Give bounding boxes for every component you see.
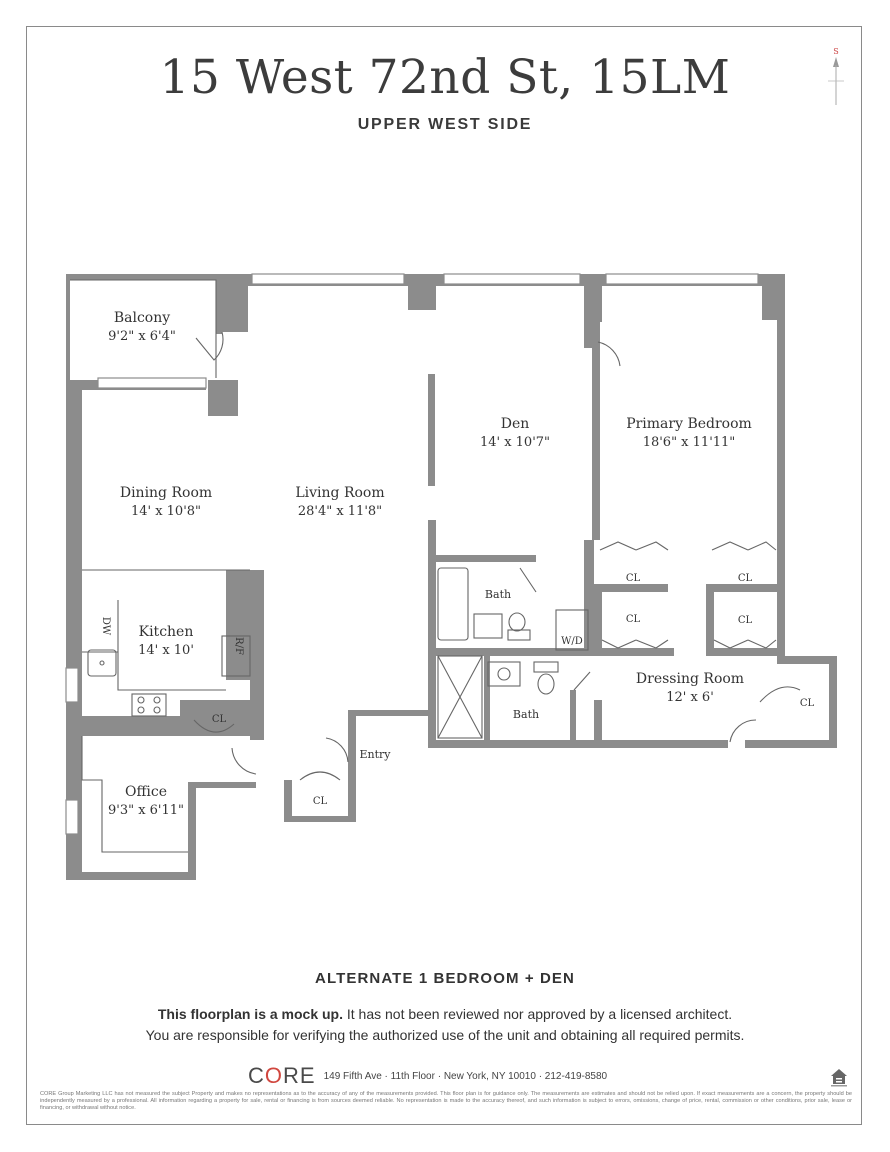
footer	[248, 1064, 607, 1088]
footer-address: 149 Fifth Ave · 11th Floor · New York, NY 10010 · 212-419-8580	[323, 1070, 608, 1082]
entry-label: Entry	[359, 748, 391, 761]
closet-label: CL	[799, 698, 815, 709]
bath-label-2: Bath	[512, 708, 540, 721]
den-dims: 14' x 10'7"	[479, 435, 551, 450]
office-dims: 9'3" x 6'11"	[107, 803, 185, 818]
washer-dryer-label: W/D	[561, 636, 583, 647]
neighborhood-subtitle: UPPER WEST SIDE	[357, 116, 533, 133]
den-name: Den	[500, 416, 530, 432]
core-logo: CORE	[248, 1063, 316, 1088]
unit-type: ALTERNATE 1 BEDROOM + DEN	[315, 970, 575, 987]
closet-label: CL	[737, 573, 753, 584]
closet-label: CL	[737, 615, 753, 626]
equal-housing-icon	[830, 1068, 848, 1088]
dining-name: Dining Room	[119, 485, 213, 501]
closet-label: CL	[312, 796, 328, 807]
walls	[66, 274, 837, 880]
disclaimer-line-1	[0, 1004, 890, 1025]
dressing-room-name: Dressing Room	[635, 671, 745, 687]
disclaimer	[0, 1004, 890, 1046]
primary-bedroom-name: Primary Bedroom	[626, 416, 752, 432]
windows	[66, 274, 758, 834]
dishwasher-label: DW	[100, 616, 111, 636]
balcony-name: Balcony	[113, 310, 171, 326]
dining-dims: 14' x 10'8"	[130, 504, 202, 519]
closet-label: CL	[625, 573, 641, 584]
listing-title: 15 West 72nd St, 15LM	[159, 50, 731, 105]
living-name: Living Room	[295, 485, 385, 501]
kitchen-dims: 14' x 10'	[138, 643, 194, 658]
closet-label: CL	[625, 614, 641, 625]
bath-label-1: Bath	[484, 588, 512, 601]
disclaimer-line-2: You are responsible for verifying the authorized use of the unit and obtaining all required permits.	[145, 1027, 745, 1043]
kitchen-name: Kitchen	[138, 624, 194, 640]
disclaimer-line-1-rest: It has not been reviewed nor approved by a licensed architect.	[343, 1006, 733, 1022]
disclaimer-bold: This floorplan is a mock up.	[157, 1006, 343, 1022]
legal-disclaimer: CORE Group Marketing LLC has not measured the subject Property and makes no representations as to the accuracy of any of the measurements provided. This floor plan is for guidance only. The measurements are estimates and should not be relied upon. If exact measurements are a concern, the property should be independently measured by a professional. All information regarding a property for sale, rental or financing is from sources deemed reliable. No representation is made to the accuracy thereof, and such information is subject to errors, omissions, change of price, rental, commission or other conditions, prior sale, lease or financing, or withdrawal without notice.	[40, 1091, 852, 1111]
primary-bedroom-dims: 18'6" x 11'11"	[642, 435, 736, 450]
balcony-dims: 9'2" x 6'4"	[108, 329, 176, 344]
closet-label: CL	[211, 714, 227, 725]
office-name: Office	[124, 784, 168, 800]
living-dims: 28'4" x 11'8"	[297, 504, 383, 519]
compass-letter: S	[833, 47, 839, 56]
refrigerator-label: R/F	[233, 637, 244, 655]
dressing-room-dims: 12' x 6'	[666, 690, 714, 705]
